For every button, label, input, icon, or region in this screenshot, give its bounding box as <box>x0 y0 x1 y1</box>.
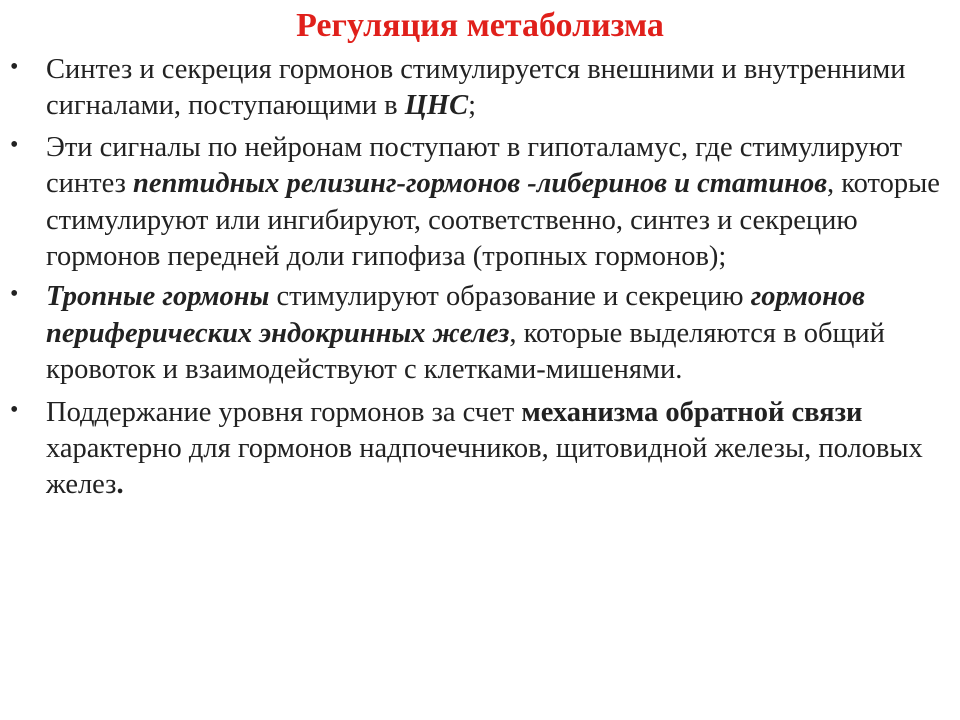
bullet-3-text: стимулируют образование и секрецию <box>269 281 751 313</box>
bullet-dot-icon: • <box>10 54 19 80</box>
bullet-4-tail: характерно для гормонов надпочечников, щитовидной железы, половых желез <box>46 433 923 501</box>
bullet-item-4 <box>0 395 960 504</box>
bullet-3-emphasis-2: гормонов периферических эндокринных желез <box>46 281 865 349</box>
bullet-4-emphasis: механизма обратной связи <box>521 396 863 428</box>
bullet-dot-icon: • <box>10 131 19 158</box>
bullet-4-period: . <box>116 469 124 501</box>
bullet-dot-icon: • <box>10 281 19 308</box>
bullet-dot-icon: • <box>10 396 19 423</box>
bullet-3-tail: , которые выделяются в общий кровоток и взаимодействуют с клетками-мишенями. <box>46 317 885 386</box>
bullet-2-text: Эти сигналы по нейронам поступают в гипоталамус, где стимулируют синтез <box>46 131 903 200</box>
bullet-3-emphasis-1: Тропные гормоны <box>46 281 270 313</box>
bullet-4-text: Поддержание уровня гормонов за счет <box>46 396 522 428</box>
bullet-1-text: Синтез и секреция гормонов стимулируется внешними и внутренними сигналами, поступающими в <box>46 54 906 122</box>
bullet-2-tail: , которые стимулируют или ингибируют, соответственно, синтез и секрецию гормонов передней доли гипофиза (тропных гормонов); <box>46 168 940 273</box>
bullet-list <box>0 52 960 504</box>
bullet-1-tail: ; <box>468 90 477 122</box>
bullet-item-2 <box>0 130 960 276</box>
bullet-item-1 <box>0 52 960 125</box>
slide-title: Регуляция метаболизма <box>296 7 664 44</box>
bullet-item-3 <box>0 279 960 388</box>
bullet-2-emphasis: пептидных релизинг-гормонов -либеринов и статинов <box>133 168 827 200</box>
bullet-1-emphasis: ЦНС <box>404 90 469 122</box>
